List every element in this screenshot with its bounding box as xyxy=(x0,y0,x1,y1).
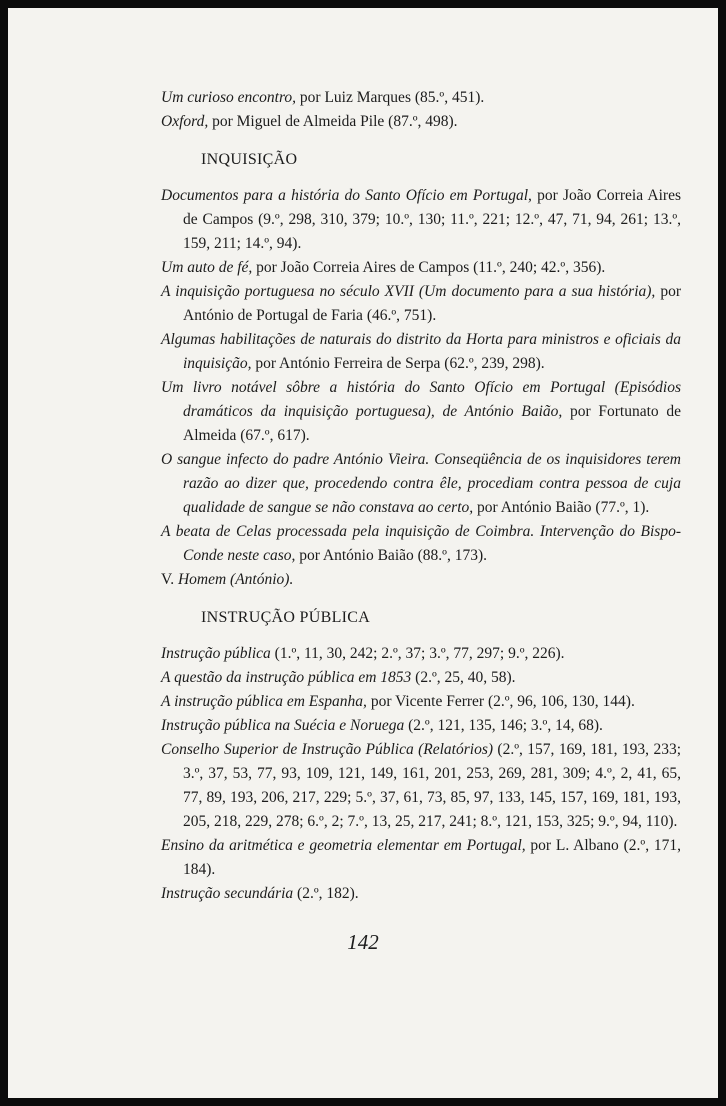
index-entry: Um curioso encontro, por Luiz Marques (85.º, 451). xyxy=(161,89,485,106)
index-entry: A instrução pública em Espanha, por Vicente Ferrer (2.º, 96, 106, 130, 144). xyxy=(161,693,635,710)
index-entry: Documentos para a história do Santo Ofício em Portugal, por João Correia Aires de Campos (9.º, 298, 310, 379; 10.º, 130; 11.º, 221; 12.º, 47, 71, 94, 261; 13.º, 159, 211; 14.º, 94). xyxy=(161,187,681,252)
index-entry: Instrução pública na Suécia e Noruega (2.º, 121, 135, 146; 3.º, 14, 68). xyxy=(161,717,603,734)
index-entry: Instrução pública (1.º, 11, 30, 242; 2.º, 37; 3.º, 77, 297; 9.º, 226). xyxy=(161,645,565,662)
page-number: 142 xyxy=(347,930,379,954)
index-content xyxy=(161,86,681,906)
index-entry: Instrução secundária (2.º, 182). xyxy=(161,885,359,902)
index-entry: Conselho Superior de Instrução Pública (Relatórios) (2.º, 157, 169, 181, 193, 233; 3.º, 37, 53, 77, 93, 109, 121, 149, 161, 201, 253, 269, 281, 309; 4.º, 2, 41, 65, 77, 89, 193, 206, 217, 229; 5.º, 37, 61, 73, 85, 97, 133, 145, 157, 169, 181, 193, 205, 218, 229, 278; 6.º, 2; 7.º, 13, 25, 217, 241; 8.º, 121, 153, 325; 9.º, 94, 110). xyxy=(161,741,681,830)
index-entry: A questão da instrução pública em 1853 (2.º, 25, 40, 58). xyxy=(161,669,516,686)
book-page xyxy=(8,8,718,1098)
section-heading-instrucao-publica: INSTRUÇÃO PÚBLICA xyxy=(201,609,371,626)
index-entry: A beata de Celas processada pela inquisição de Coimbra. Intervenção do Bispo-Conde neste caso, por António Baião (88.º, 173). xyxy=(161,523,681,564)
index-entry: Ensino da aritmética e geometria elementar em Portugal, por L. Albano (2.º, 171, 184). xyxy=(161,837,681,878)
cross-reference: V. Homem (António). xyxy=(161,571,294,588)
index-entry: Algumas habilitações de naturais do distrito da Horta para ministros e oficiais da inquisição, por António Ferreira de Serpa (62.º, 239, 298). xyxy=(161,331,681,372)
index-entry: Um livro notável sôbre a história do Santo Ofício em Portugal (Episódios dramáticos da inquisição portuguesa), de António Baião, por Fortunato de Almeida (67.º, 617). xyxy=(161,379,681,444)
index-entry: A inquisição portuguesa no século XVII (Um documento para a sua história), por António de Portugal de Faria (46.º, 751). xyxy=(161,283,681,324)
section-heading-inquisicao: INQUISIÇÃO xyxy=(201,151,298,168)
index-entry: Um auto de fé, por João Correia Aires de Campos (11.º, 240; 42.º, 356). xyxy=(161,259,606,276)
index-entry: Oxford, por Miguel de Almeida Pile (87.º, 498). xyxy=(161,113,458,130)
index-entry: O sangue infecto do padre António Vieira. Conseqüência de os inquisidores terem razão ao dizer que, procedendo contra êle, procediam contra pessoa de cuja qualidade de sangue se não constava ao certo, por António Baião (77.º, 1). xyxy=(161,451,681,516)
